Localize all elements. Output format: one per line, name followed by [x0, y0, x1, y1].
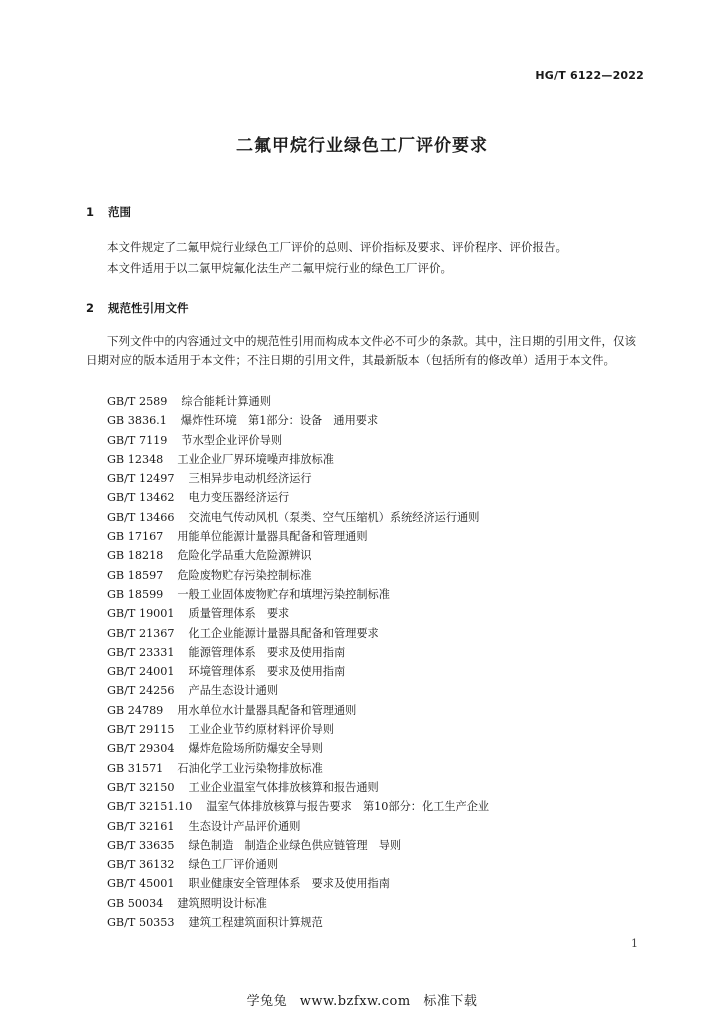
reference-item [107, 643, 489, 662]
reference-item [107, 797, 489, 816]
reference-title: 能源管理体系 要求及使用指南 [188, 645, 346, 659]
reference-item [107, 488, 489, 507]
standard-code: HG/T 6122—2022 [535, 69, 644, 82]
reference-code: GB/T 7119 [107, 433, 168, 447]
watermark-footer [0, 990, 724, 1009]
reference-code: GB/T 13462 [107, 491, 175, 505]
reference-code: GB/T 29304 [107, 742, 175, 756]
reference-item [107, 546, 489, 565]
reference-code: GB 18599 [107, 587, 164, 601]
reference-item [107, 431, 489, 450]
reference-code: GB 18597 [107, 568, 164, 582]
reference-item [107, 817, 489, 836]
reference-code: GB 12348 [107, 452, 164, 466]
reference-code: GB/T 32151.10 [107, 800, 193, 814]
footer-site-name: 学兔兔 [246, 994, 288, 1009]
reference-title: 建筑工程建筑面积计算规范 [188, 916, 323, 930]
reference-code: GB 18218 [107, 549, 164, 563]
reference-item [107, 585, 489, 604]
reference-item [107, 874, 489, 893]
reference-title: 危险化学品重大危险源辨识 [177, 549, 312, 563]
reference-title: 职业健康安全管理体系 要求及使用指南 [188, 877, 390, 891]
reference-title: 一般工业固体废物贮存和填埋污染控制标准 [177, 587, 390, 601]
reference-title: 工业企业节约原材料评价导则 [188, 723, 334, 737]
reference-code: GB/T 13466 [107, 510, 175, 524]
reference-item [107, 411, 489, 430]
reference-code: GB 17167 [107, 530, 164, 544]
footer-slogan: 标准下载 [423, 994, 478, 1009]
reference-item [107, 720, 489, 739]
reference-item [107, 450, 489, 469]
section-number: 2 [86, 301, 95, 315]
reference-item [107, 894, 489, 913]
scope-paragraph-1: 本文件规定了二氟甲烷行业绿色工厂评价的总则、评价指标及要求、评价程序、评价报告。 [107, 240, 567, 254]
section-1-heading [86, 204, 131, 220]
reference-title: 绿色制造 制造企业绿色供应链管理 导则 [188, 838, 402, 852]
reference-title: 产品生态设计通则 [188, 684, 279, 698]
reference-title: 环境管理体系 要求及使用指南 [188, 665, 346, 679]
reference-title: 工业企业温室气体排放核算和报告通则 [188, 780, 379, 794]
reference-title: 用水单位水计量器具配备和管理通则 [177, 703, 357, 717]
reference-code: GB/T 23331 [107, 645, 175, 659]
section-2-heading [86, 300, 189, 316]
section-title: 范围 [108, 205, 132, 219]
reference-code: GB 50034 [107, 896, 164, 910]
reference-code: GB/T 21367 [107, 626, 175, 640]
reference-title: 综合能耗计算通则 [181, 395, 271, 408]
reference-code: GB/T 32161 [107, 819, 175, 833]
reference-title: 建筑照明设计标准 [177, 896, 267, 910]
reference-title: 生态设计产品评价通则 [188, 819, 301, 833]
reference-title: 交流电气传动风机（泵类、空气压缩机）系统经济运行通则 [188, 510, 480, 524]
section-title: 规范性引用文件 [108, 301, 189, 315]
reference-code: GB/T 29115 [107, 723, 175, 737]
document-title: 二氟甲烷行业绿色工厂评价要求 [236, 136, 488, 156]
footer-url: www.bzfxw.com [299, 994, 411, 1009]
reference-code: GB/T 12497 [107, 472, 175, 486]
reference-item [107, 566, 489, 585]
reference-item [107, 778, 489, 797]
reference-title: 用能单位能源计量器具配备和管理通则 [177, 530, 368, 544]
reference-title: 化工企业能源计量器具配备和管理要求 [188, 626, 379, 640]
reference-code: GB/T 19001 [107, 607, 175, 621]
reference-code: GB 3836.1 [107, 414, 167, 428]
reference-item [107, 836, 489, 855]
reference-code: GB/T 36132 [107, 858, 175, 872]
reference-code: GB/T 32150 [107, 780, 175, 794]
reference-code: GB/T 33635 [107, 838, 175, 852]
reference-title: 爆炸危险场所防爆安全导则 [188, 742, 323, 756]
reference-title: 电力变压器经济运行 [188, 491, 290, 505]
reference-item [107, 913, 489, 932]
reference-code: GB/T 50353 [107, 916, 175, 930]
reference-item [107, 662, 489, 681]
reference-code: GB/T 45001 [107, 877, 175, 891]
reference-code: GB/T 2589 [107, 395, 168, 408]
reference-item [107, 681, 489, 700]
reference-item [107, 392, 489, 411]
reference-item [107, 701, 489, 720]
reference-title: 节水型企业评价导则 [181, 433, 283, 447]
reference-item [107, 855, 489, 874]
reference-item [107, 508, 489, 527]
reference-code: GB/T 24001 [107, 665, 175, 679]
reference-code: GB 24789 [107, 703, 164, 717]
reference-title: 温室气体排放核算与报告要求 第10部分：化工生产企业 [206, 800, 490, 814]
reference-item [107, 759, 489, 778]
reference-item [107, 739, 489, 758]
reference-item [107, 604, 489, 623]
references-intro: 下列文件中的内容通过文中的规范性引用而构成本文件必不可少的条款。其中，注日期的引用文件，仅该日期对应的版本适用于本文件；不注日期的引用文件，其最新版本（包括所有的修改单）适用于本文件。 [86, 334, 636, 367]
reference-title: 石油化学工业污染物排放标准 [177, 761, 323, 775]
section-number: 1 [86, 205, 95, 219]
page-number: 1 [631, 937, 638, 950]
reference-title: 绿色工厂评价通则 [188, 858, 279, 872]
reference-item [107, 527, 489, 546]
reference-item [107, 624, 489, 643]
reference-title: 三相异步电动机经济运行 [188, 472, 312, 486]
reference-item [107, 469, 489, 488]
reference-title: 质量管理体系 要求 [188, 607, 290, 621]
reference-title: 危险废物贮存污染控制标准 [177, 568, 312, 582]
reference-code: GB/T 24256 [107, 684, 175, 698]
reference-title: 工业企业厂界环境噪声排放标准 [177, 452, 334, 466]
scope-paragraph-2: 本文件适用于以二氯甲烷氟化法生产二氟甲烷行业的绿色工厂评价。 [107, 261, 452, 275]
normative-reference-list [107, 392, 489, 932]
reference-code: GB 31571 [107, 761, 164, 775]
reference-title: 爆炸性环境 第1部分：设备 通用要求 [180, 414, 379, 428]
